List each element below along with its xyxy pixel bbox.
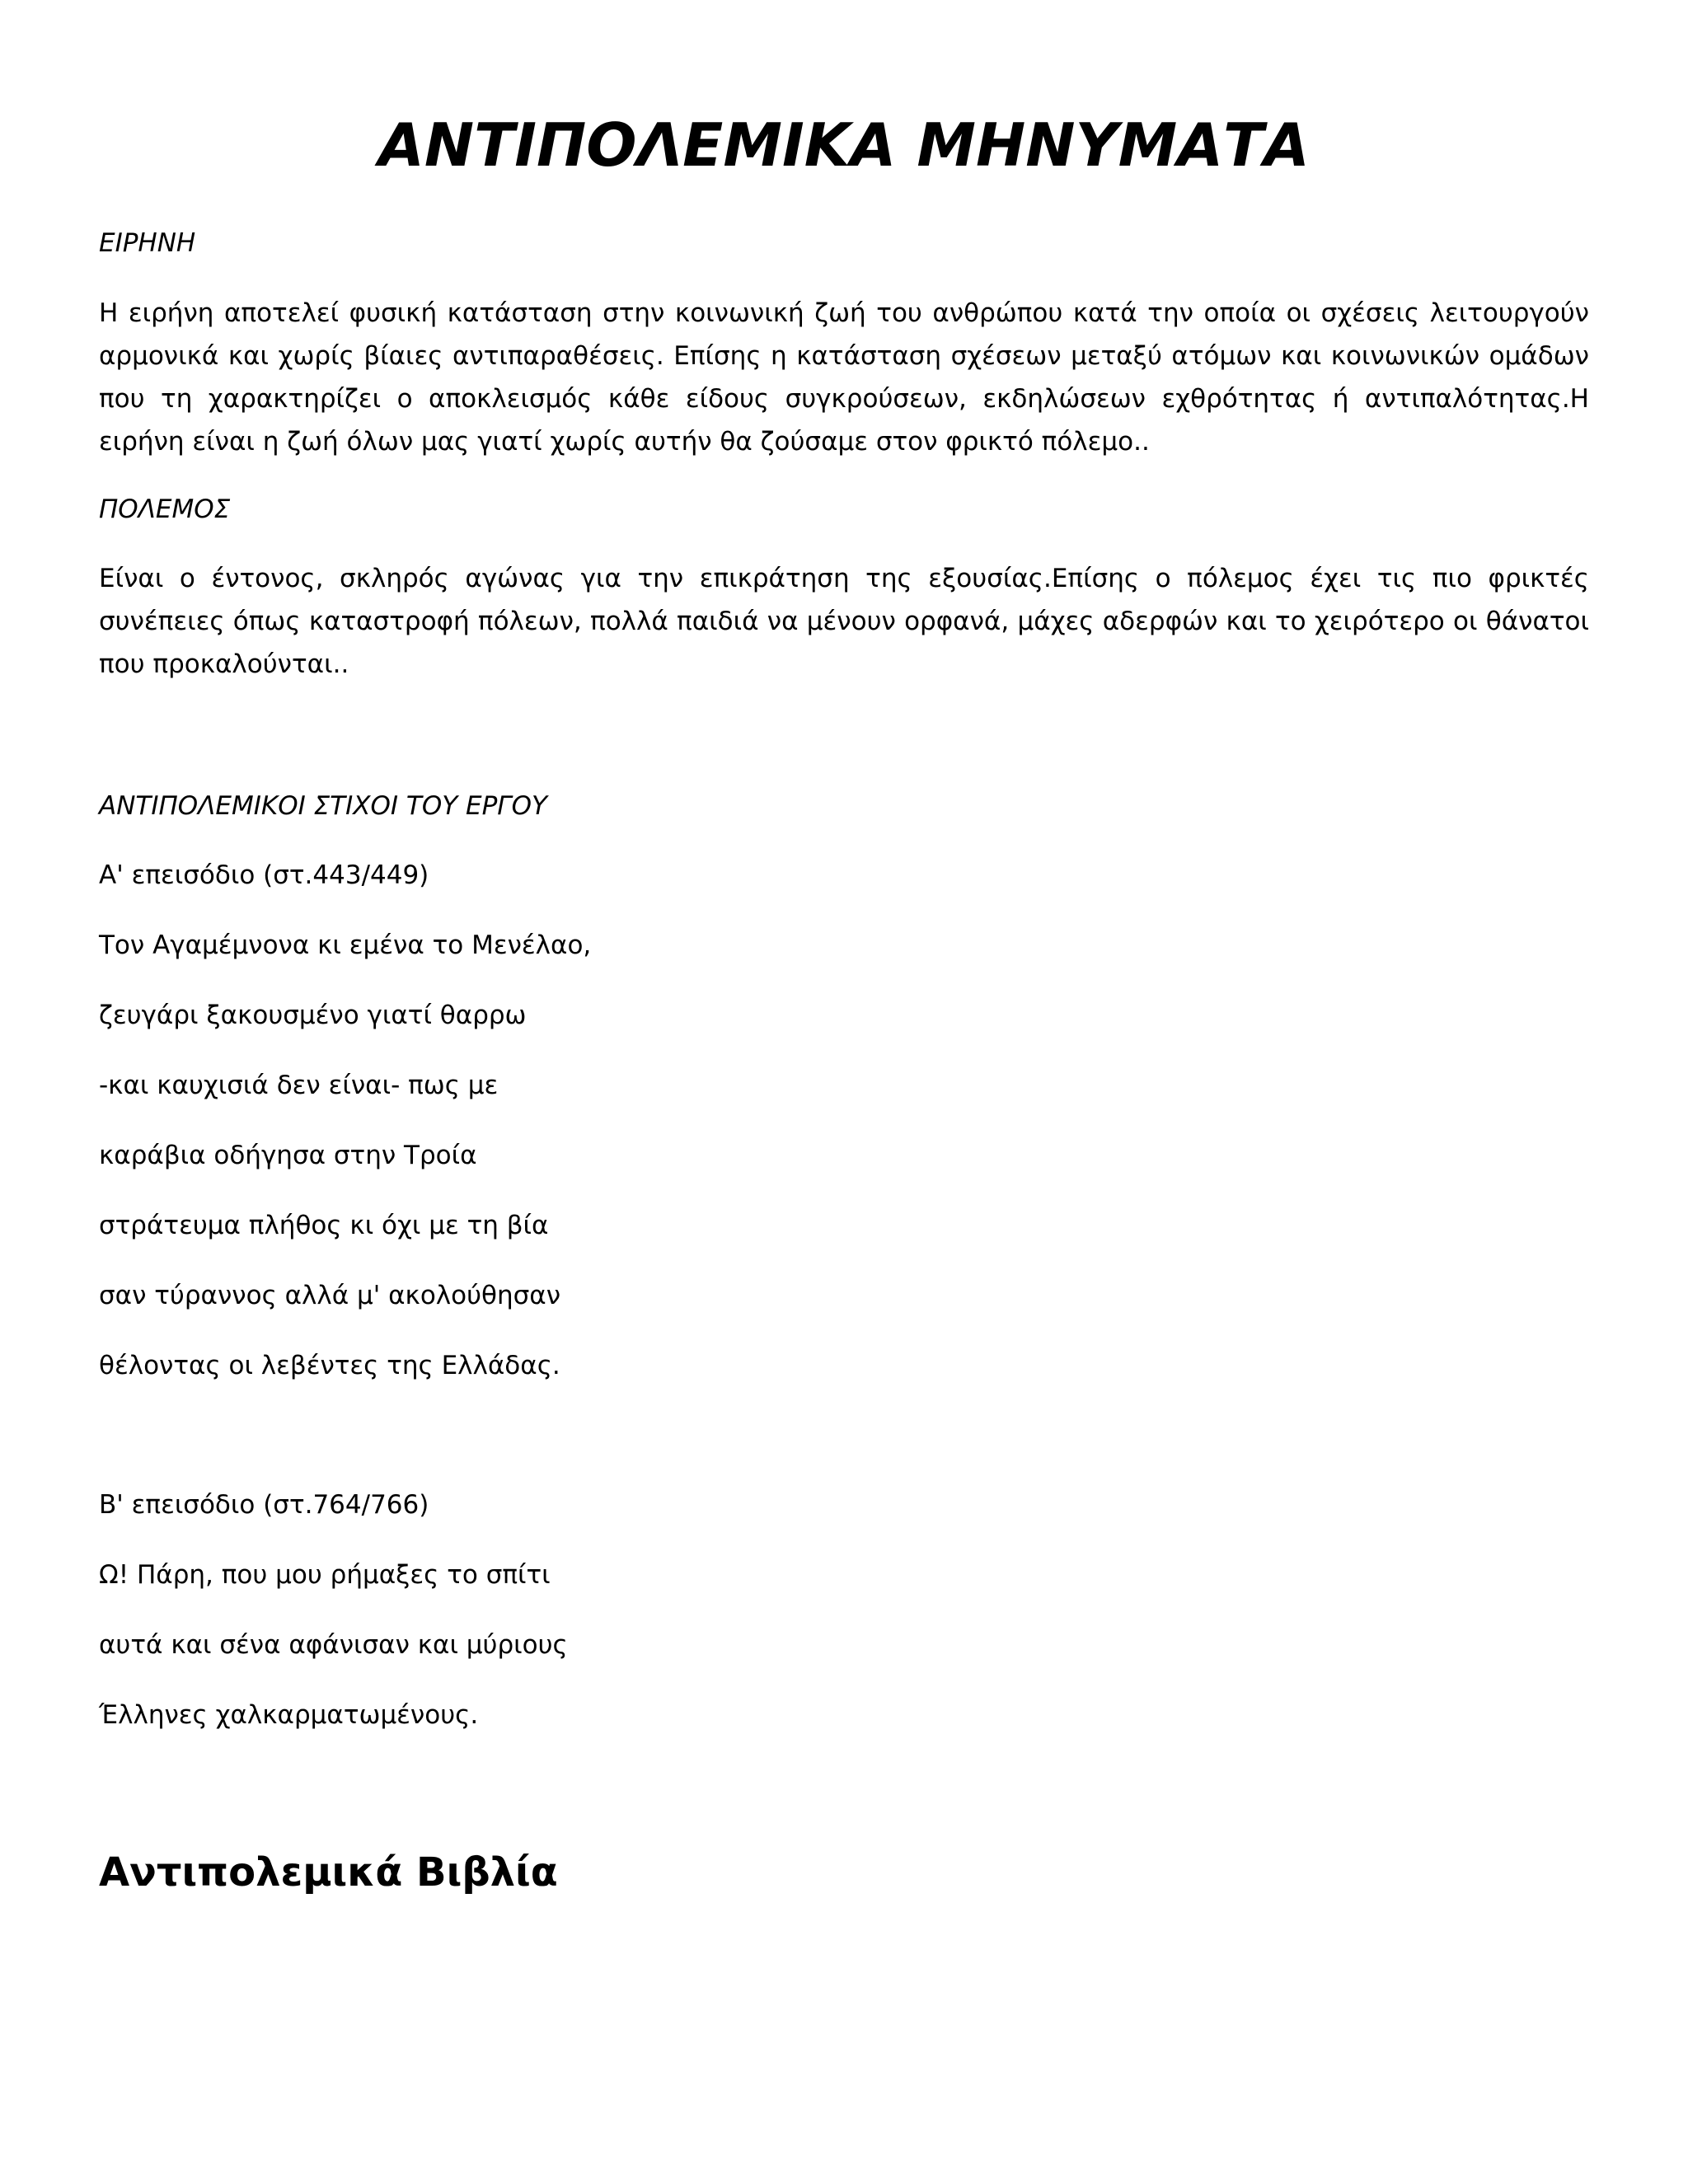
books-heading: Αντιπολεμικά Βιβλία xyxy=(99,1849,558,1896)
episode1-label: Α' επεισόδιο (στ.443/449) xyxy=(99,860,429,890)
peace-heading: ΕΙΡΗΝΗ xyxy=(99,228,196,258)
verse-line: καράβια οδήγησα στην Τροία xyxy=(99,1141,477,1170)
verse-line: αυτά και σένα αφάνισαν και μύριους xyxy=(99,1630,568,1660)
verse-line: Ω! Πάρη, που μου ρήμαξες το σπίτι xyxy=(99,1560,551,1590)
verse-line: θέλοντας οι λεβέντες της Ελλάδας. xyxy=(99,1351,560,1380)
page-title: ΑΝΤΙΠΟΛΕΜΙΚΑ ΜΗΝΥΜΑΤΑ xyxy=(378,110,1310,180)
peace-paragraph: Η ειρήνη αποτελεί φυσική κατάσταση στην κοινωνική ζωή του ανθρώπου κατά την οποία οι σχέσεις λειτουργούν αρμονικά και χωρίς βίαιες αντιπαραθέσεις. Επίσης η κατάσταση σχέσεων μεταξύ ατόμων και κοινωνικών ομάδων που τη χαρακτηρίζει ο αποκλεισμός κάθε είδους συγκρούσεων, εκδηλώσεων εχθρότητας ή αντιπαλότητας.Η ειρήνη είναι η ζωή όλων μας γιατί χωρίς αυτήν θα ζούσαμε στον φρικτό πόλεμο.. xyxy=(99,298,1589,457)
verse-line: ζευγάρι ξακουσμένο γιατί θαρρω xyxy=(99,1001,527,1030)
verses-heading: ΑΝΤΙΠΟΛΕΜΙΚΟΙ ΣΤΙΧΟΙ ΤΟΥ ΕΡΓΟΥ xyxy=(99,791,547,821)
verse-line: Τον Αγαμέμνονα κι εμένα το Μενέλαο, xyxy=(99,930,592,960)
war-paragraph: Είναι ο έντονος, σκληρός αγώνας για την επικράτηση της εξουσίας.Επίσης ο πόλεμος έχει τις πιο φρικτές συνέπειες όπως καταστροφή πόλεων, πολλά παιδιά να μένουν ορφανά, μάχες αδερφών και το χειρότερο οι θάνατοι που προκαλούνται.. xyxy=(99,564,1589,679)
verse-line: στράτευμα πλήθος κι όχι με τη βία xyxy=(99,1211,549,1240)
verse-line: -και καυχισιά δεν είναι- πως με xyxy=(99,1071,499,1100)
verse-line: σαν τύραννος αλλά μ' ακολούθησαν xyxy=(99,1281,561,1310)
verse-line: Έλληνες χαλκαρματωμένους. xyxy=(99,1700,479,1730)
war-heading: ΠΟΛΕΜΟΣ xyxy=(99,494,231,524)
episode2-label: Β' επεισόδιο (στ.764/766) xyxy=(99,1490,429,1520)
